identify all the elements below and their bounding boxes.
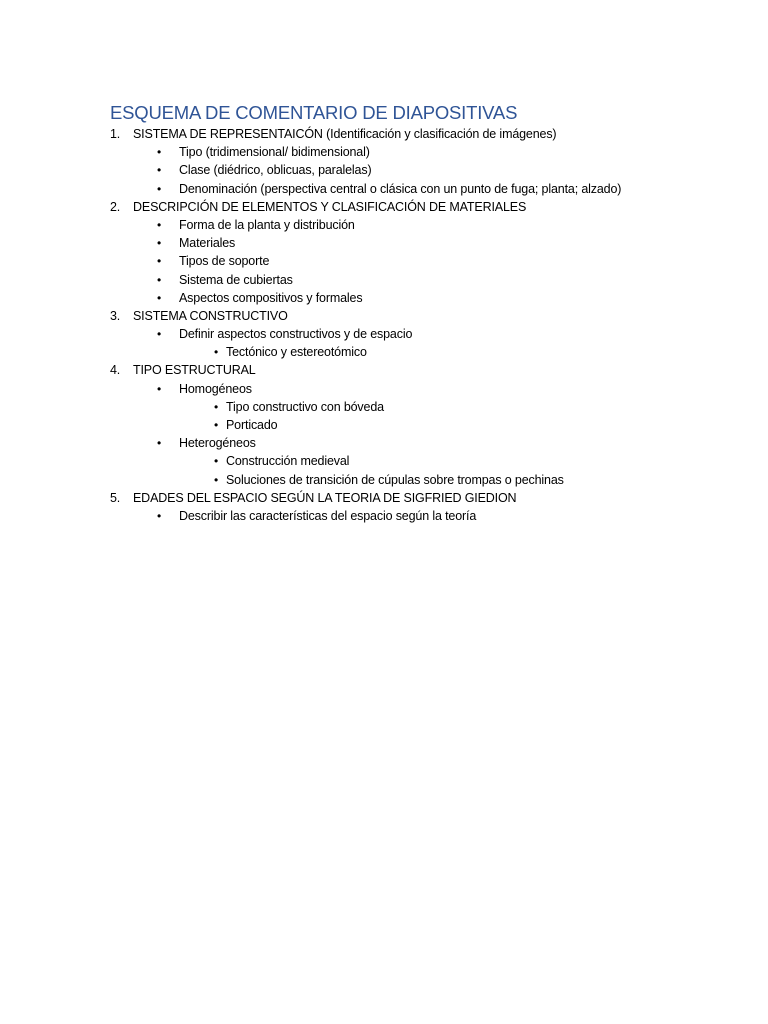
section-number: 5.	[110, 490, 121, 505]
list-item-text: Tipos de soporte	[179, 254, 270, 269]
bullet-icon: •	[157, 381, 162, 396]
section-heading-text: SISTEMA CONSTRUCTIVO	[133, 308, 288, 323]
bullet-icon: •	[214, 399, 219, 414]
bullet-icon: •	[157, 272, 162, 287]
bullet-icon: •	[157, 290, 162, 305]
sub-list-item-text: Soluciones de transición de cúpulas sobre trompas o pechinas	[226, 472, 564, 487]
sub-list-item-text: Tectónico y estereotómico	[226, 345, 367, 360]
bullet-icon: •	[157, 254, 162, 269]
document-title: ESQUEMA DE COMENTARIO DE DIAPOSITIVAS	[110, 102, 518, 123]
section-heading	[0, 489, 768, 507]
bullet-icon: •	[214, 472, 219, 487]
list-item	[0, 271, 768, 289]
list-item-text: Heterogéneos	[179, 436, 256, 451]
sub-list-item	[0, 471, 768, 489]
bullet-icon: •	[157, 236, 162, 251]
section-heading-text: TIPO ESTRUCTURAL	[133, 363, 256, 378]
section-heading-text: SISTEMA DE REPRESENTAICÓN (Identificación y clasificación de imágenes)	[133, 127, 557, 141]
list-item-text: Clase (diédrico, oblicuas, paralelas)	[179, 163, 372, 178]
section-number: 4.	[110, 363, 121, 378]
bullet-icon: •	[157, 145, 162, 160]
sub-list-item	[0, 343, 768, 361]
list-item	[0, 289, 768, 307]
sub-list-item-text: Porticado	[226, 418, 278, 432]
list-item	[0, 216, 768, 234]
section-number: 3.	[110, 308, 121, 323]
list-item-text: Forma de la planta y distribución	[179, 217, 355, 232]
section-heading	[0, 307, 768, 325]
bullet-icon: •	[214, 418, 219, 432]
section-heading	[0, 125, 768, 143]
sub-list-item	[0, 416, 768, 434]
list-item-text: Describir las características del espacio según la teoría	[179, 508, 477, 523]
bullet-icon: •	[214, 454, 219, 469]
section-heading	[0, 361, 768, 379]
list-item-text: Homogéneos	[179, 381, 252, 396]
section-number: 2.	[110, 199, 121, 214]
list-item-text: Denominación (perspectiva central o clásica con un punto de fuga; planta; alzado)	[179, 181, 622, 196]
list-item	[0, 234, 768, 252]
sub-list-item	[0, 398, 768, 416]
list-item	[0, 252, 768, 270]
list-item	[0, 380, 768, 398]
list-item-text: Materiales	[179, 236, 236, 251]
section-heading-text: DESCRIPCIÓN DE ELEMENTOS Y CLASIFICACIÓN DE MATERIALES	[133, 199, 527, 214]
list-item	[0, 180, 768, 198]
list-item	[0, 143, 768, 161]
bullet-icon: •	[157, 217, 162, 232]
sub-list-item	[0, 452, 768, 470]
list-item	[0, 434, 768, 452]
list-item	[0, 325, 768, 343]
list-item	[0, 161, 768, 179]
list-item-text: Aspectos compositivos y formales	[179, 290, 363, 305]
section-number: 1.	[110, 127, 121, 141]
sub-list-item-text: Construcción medieval	[226, 454, 350, 469]
sub-list-item-text: Tipo constructivo con bóveda	[226, 399, 384, 414]
bullet-icon: •	[157, 163, 162, 178]
list-item	[0, 507, 768, 525]
bullet-icon: •	[157, 327, 162, 342]
section-heading	[0, 198, 768, 216]
list-item-text: Definir aspectos constructivos y de espacio	[179, 327, 413, 342]
bullet-icon: •	[157, 508, 162, 523]
bullet-icon: •	[157, 181, 162, 196]
list-item-text: Tipo (tridimensional/ bidimensional)	[179, 145, 370, 160]
bullet-icon: •	[157, 436, 162, 451]
section-heading-text: EDADES DEL ESPACIO SEGÚN LA TEORIA DE SIGFRIED GIEDION	[133, 490, 517, 505]
list-item-text: Sistema de cubiertas	[179, 272, 293, 287]
bullet-icon: •	[214, 345, 219, 360]
outline-list	[0, 125, 768, 525]
